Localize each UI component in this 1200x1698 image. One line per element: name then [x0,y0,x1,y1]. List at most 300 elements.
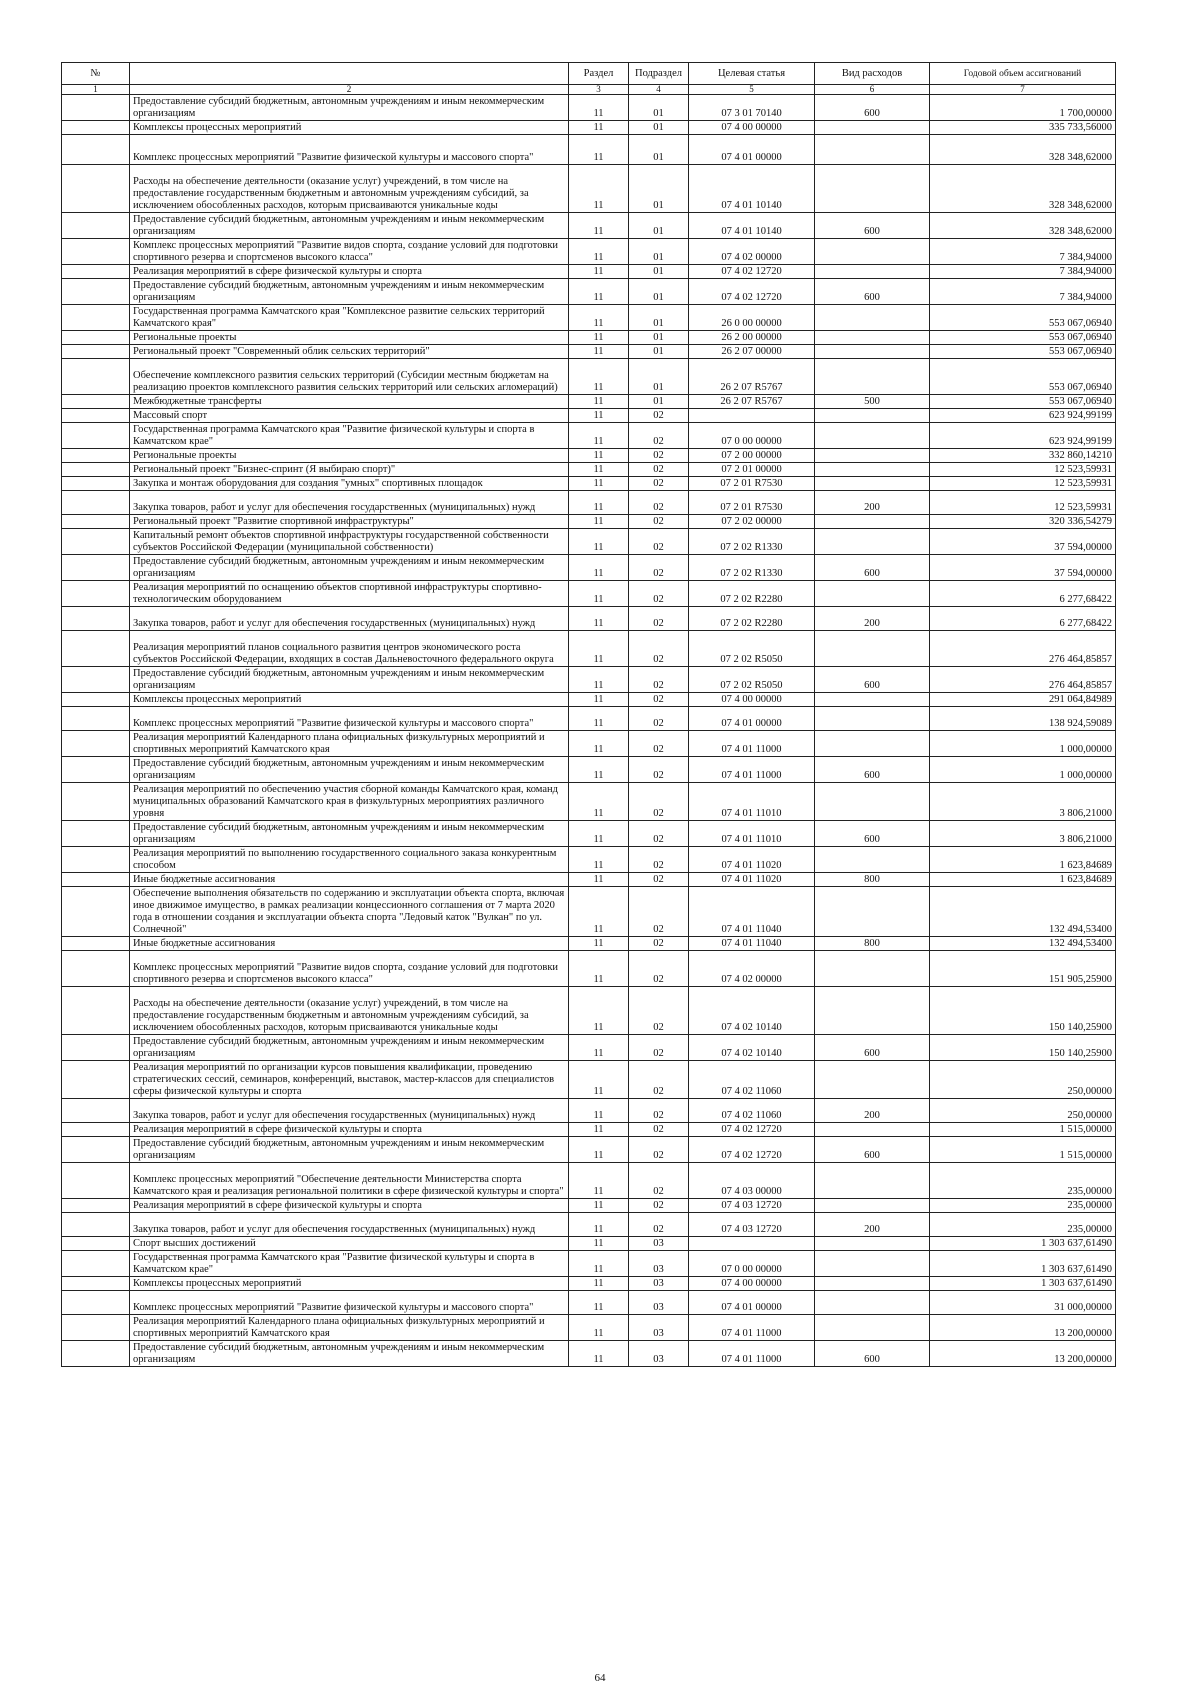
row-number-cell [62,95,130,121]
row-article-cell: 07 0 00 00000 [689,1251,815,1277]
row-section-cell: 11 [569,1291,629,1315]
row-kind-cell [815,987,930,1035]
row-subsection-cell: 03 [629,1251,689,1277]
row-subsection-cell: 02 [629,1163,689,1199]
row-kind-cell: 600 [815,279,930,305]
row-name-cell: Комплекс процессных мероприятий "Развитие физической культуры и массового спорта" [130,1291,569,1315]
row-article-cell: 07 2 01 00000 [689,463,815,477]
table-row [62,121,1116,135]
row-kind-cell [815,449,930,463]
row-kind-cell [815,345,930,359]
row-number-cell [62,607,130,631]
row-number-cell [62,847,130,873]
row-amount-cell: 553 067,06940 [930,359,1116,395]
table-row [62,1237,1116,1251]
row-amount-cell: 31 000,00000 [930,1291,1116,1315]
row-kind-cell [815,305,930,331]
row-subsection-cell: 02 [629,757,689,783]
row-number-cell [62,449,130,463]
row-article-cell: 07 4 02 10140 [689,1035,815,1061]
header-row [62,63,1116,85]
row-amount-cell: 6 277,68422 [930,581,1116,607]
header-amount: Годовой объем ассигнований [930,63,1116,85]
row-amount-cell: 13 200,00000 [930,1341,1116,1367]
table-row [62,847,1116,873]
row-number-cell [62,477,130,491]
row-subsection-cell: 01 [629,213,689,239]
row-article-cell [689,409,815,423]
row-subsection-cell: 01 [629,121,689,135]
row-article-cell: 07 4 00 00000 [689,1277,815,1291]
row-amount-cell: 623 924,99199 [930,409,1116,423]
row-kind-cell: 600 [815,1137,930,1163]
col-number: 1 [62,85,130,95]
row-kind-cell [815,1251,930,1277]
row-amount-cell: 1 303 637,61490 [930,1237,1116,1251]
row-article-cell: 07 4 01 11040 [689,887,815,937]
row-name-cell: Реализация мероприятий планов социального развития центров экономического роста субъектов Российской Федерации, входящих в состав Дальневосточного федерального округа [130,631,569,667]
row-subsection-cell: 01 [629,359,689,395]
header-section: Раздел [569,63,629,85]
table-row [62,1099,1116,1123]
row-kind-cell [815,581,930,607]
row-subsection-cell: 01 [629,279,689,305]
row-name-cell: Региональный проект "Бизнес-спринт (Я выбираю спорт)" [130,463,569,477]
row-kind-cell [815,951,930,987]
row-section-cell: 11 [569,395,629,409]
row-amount-cell: 150 140,25900 [930,1035,1116,1061]
row-number-cell [62,1237,130,1251]
row-amount-cell: 12 523,59931 [930,463,1116,477]
table-row [62,1213,1116,1237]
row-section-cell: 11 [569,667,629,693]
row-amount-cell: 132 494,53400 [930,937,1116,951]
table-row [62,667,1116,693]
row-kind-cell: 200 [815,1213,930,1237]
row-kind-cell [815,463,930,477]
table-row [62,607,1116,631]
row-kind-cell [815,515,930,529]
row-subsection-cell: 02 [629,873,689,887]
row-section-cell: 11 [569,1251,629,1277]
row-number-cell [62,1099,130,1123]
row-subsection-cell: 02 [629,1213,689,1237]
row-section-cell: 11 [569,1035,629,1061]
row-article-cell: 07 4 00 00000 [689,693,815,707]
row-name-cell: Предоставление субсидий бюджетным, автономным учреждениям и иным некоммерческим организациям [130,757,569,783]
row-section-cell: 11 [569,1277,629,1291]
table-row [62,1163,1116,1199]
row-number-cell [62,951,130,987]
row-kind-cell: 200 [815,1099,930,1123]
row-article-cell: 07 4 01 00000 [689,1291,815,1315]
table-row [62,491,1116,515]
row-amount-cell: 623 924,99199 [930,423,1116,449]
table-row [62,937,1116,951]
row-number-cell [62,135,130,165]
row-section-cell: 11 [569,423,629,449]
row-number-cell [62,821,130,847]
row-kind-cell [815,631,930,667]
row-section-cell: 11 [569,693,629,707]
row-section-cell: 11 [569,757,629,783]
table-row [62,331,1116,345]
row-article-cell: 07 4 01 11000 [689,731,815,757]
row-amount-cell: 132 494,53400 [930,887,1116,937]
row-subsection-cell: 01 [629,331,689,345]
row-amount-cell: 3 806,21000 [930,783,1116,821]
row-name-cell: Региональный проект "Современный облик сельских территорий" [130,345,569,359]
row-amount-cell: 235,00000 [930,1163,1116,1199]
table-row [62,1277,1116,1291]
row-kind-cell [815,477,930,491]
row-kind-cell [815,1291,930,1315]
table-row [62,165,1116,213]
row-number-cell [62,1277,130,1291]
row-amount-cell: 12 523,59931 [930,491,1116,515]
row-kind-cell [815,887,930,937]
row-number-cell [62,693,130,707]
row-section-cell: 11 [569,331,629,345]
row-amount-cell: 553 067,06940 [930,395,1116,409]
row-section-cell: 11 [569,265,629,279]
table-row [62,135,1116,165]
row-subsection-cell: 01 [629,135,689,165]
row-number-cell [62,239,130,265]
row-section-cell: 11 [569,239,629,265]
row-name-cell: Государственная программа Камчатского края "Комплексное развитие сельских территорий Камчатского края" [130,305,569,331]
row-name-cell: Предоставление субсидий бюджетным, автономным учреждениям и иным некоммерческим организациям [130,1137,569,1163]
row-section-cell: 11 [569,213,629,239]
page-number: 64 [594,1672,606,1684]
row-amount-cell: 1 000,00000 [930,757,1116,783]
row-name-cell: Закупка товаров, работ и услуг для обеспечения государственных (муниципальных) нужд [130,607,569,631]
table-row [62,213,1116,239]
row-article-cell: 07 4 02 12720 [689,279,815,305]
row-name-cell: Комплекс процессных мероприятий "Обеспечение деятельности Министерства спорта Камчатского края и реализация региональной политики в сфере физической культуры и спорта" [130,1163,569,1199]
row-number-cell [62,1123,130,1137]
table-row [62,707,1116,731]
row-number-cell [62,265,130,279]
budget-table [61,62,1116,1367]
row-kind-cell [815,423,930,449]
row-section-cell: 11 [569,873,629,887]
row-subsection-cell: 03 [629,1277,689,1291]
row-kind-cell [815,359,930,395]
row-section-cell: 11 [569,731,629,757]
header-subsection: Подраздел [629,63,689,85]
row-section-cell: 11 [569,1199,629,1213]
row-subsection-cell: 02 [629,937,689,951]
row-amount-cell: 335 733,56000 [930,121,1116,135]
row-amount-cell: 7 384,94000 [930,279,1116,305]
row-number-cell [62,987,130,1035]
table-row [62,423,1116,449]
row-name-cell: Государственная программа Камчатского края "Развитие физической культуры и спорта в Камчатском крае" [130,1251,569,1277]
row-article-cell: 07 4 01 00000 [689,135,815,165]
table-row [62,1199,1116,1213]
row-section-cell: 11 [569,607,629,631]
row-subsection-cell: 01 [629,239,689,265]
row-subsection-cell: 02 [629,847,689,873]
row-amount-cell: 276 464,85857 [930,667,1116,693]
row-section-cell: 11 [569,1213,629,1237]
row-name-cell: Реализация мероприятий в сфере физической культуры и спорта [130,1123,569,1137]
row-kind-cell: 800 [815,937,930,951]
row-amount-cell: 553 067,06940 [930,345,1116,359]
row-name-cell: Комплексы процессных мероприятий [130,121,569,135]
row-article-cell: 07 4 02 11060 [689,1061,815,1099]
row-kind-cell: 200 [815,491,930,515]
table-row [62,783,1116,821]
row-kind-cell: 600 [815,821,930,847]
table-row [62,1251,1116,1277]
row-section-cell: 11 [569,409,629,423]
row-name-cell: Межбюджетные трансферты [130,395,569,409]
table-row [62,1315,1116,1341]
row-article-cell: 07 3 01 70140 [689,95,815,121]
row-amount-cell: 1 303 637,61490 [930,1277,1116,1291]
row-subsection-cell: 02 [629,1099,689,1123]
row-amount-cell: 250,00000 [930,1099,1116,1123]
col-number: 2 [130,85,569,95]
row-amount-cell: 13 200,00000 [930,1315,1116,1341]
row-number-cell [62,731,130,757]
row-name-cell: Реализация мероприятий в сфере физической культуры и спорта [130,265,569,279]
row-subsection-cell: 02 [629,1137,689,1163]
table-row [62,449,1116,463]
row-article-cell: 07 4 01 11010 [689,821,815,847]
row-name-cell: Комплексы процессных мероприятий [130,1277,569,1291]
row-amount-cell: 151 905,25900 [930,951,1116,987]
row-kind-cell [815,121,930,135]
row-amount-cell: 3 806,21000 [930,821,1116,847]
table-row [62,821,1116,847]
row-amount-cell: 37 594,00000 [930,529,1116,555]
row-article-cell: 07 4 02 12720 [689,265,815,279]
row-section-cell: 11 [569,305,629,331]
table-row [62,1035,1116,1061]
row-number-cell [62,395,130,409]
row-article-cell: 07 2 01 R7530 [689,477,815,491]
row-name-cell: Комплексы процессных мероприятий [130,693,569,707]
row-kind-cell [815,331,930,345]
row-name-cell: Спорт высших достижений [130,1237,569,1251]
row-subsection-cell: 02 [629,987,689,1035]
row-subsection-cell: 02 [629,529,689,555]
row-name-cell: Закупка товаров, работ и услуг для обеспечения государственных (муниципальных) нужд [130,1099,569,1123]
row-article-cell: 07 4 01 11010 [689,783,815,821]
row-amount-cell: 332 860,14210 [930,449,1116,463]
row-subsection-cell: 03 [629,1237,689,1251]
row-subsection-cell: 02 [629,693,689,707]
row-kind-cell [815,1163,930,1199]
row-name-cell: Предоставление субсидий бюджетным, автономным учреждениям и иным некоммерческим организациям [130,95,569,121]
row-section-cell: 11 [569,951,629,987]
row-name-cell: Реализация мероприятий по оснащению объектов спортивной инфраструктуры спортивно-технологическим оборудованием [130,581,569,607]
row-article-cell: 07 4 01 11000 [689,757,815,783]
row-section-cell: 11 [569,491,629,515]
table-row [62,693,1116,707]
row-kind-cell [815,783,930,821]
table-row [62,529,1116,555]
row-name-cell: Региональный проект "Развитие спортивной инфраструктуры" [130,515,569,529]
row-amount-cell: 1 623,84689 [930,847,1116,873]
row-article-cell: 07 4 03 12720 [689,1213,815,1237]
row-section-cell: 11 [569,449,629,463]
row-number-cell [62,345,130,359]
row-article-cell: 07 4 01 11000 [689,1315,815,1341]
row-number-cell [62,581,130,607]
row-amount-cell: 291 064,84989 [930,693,1116,707]
row-section-cell: 11 [569,359,629,395]
table-row [62,951,1116,987]
header-name [130,63,569,85]
row-article-cell: 26 2 07 R5767 [689,359,815,395]
row-number-cell [62,279,130,305]
row-article-cell: 07 2 02 R5050 [689,667,815,693]
row-number-cell [62,707,130,731]
row-number-cell [62,887,130,937]
row-number-cell [62,165,130,213]
row-article-cell: 07 2 01 R7530 [689,491,815,515]
row-name-cell: Комплекс процессных мероприятий "Развитие видов спорта, создание условий для подготовки спортивного резерва и спортсменов высокого класса" [130,951,569,987]
row-number-cell [62,1199,130,1213]
table-row [62,873,1116,887]
row-article-cell: 26 2 07 R5767 [689,395,815,409]
row-amount-cell: 1 303 637,61490 [930,1251,1116,1277]
row-article-cell: 07 2 02 R5050 [689,631,815,667]
row-amount-cell: 6 277,68422 [930,607,1116,631]
row-name-cell: Расходы на обеспечение деятельности (оказание услуг) учреждений, в том числе на предоставление государственным бюджетным и автономным учреждениям субсидий, за исключением обособленных расходов, которым присваиваются уникальные коды [130,987,569,1035]
col-number: 7 [930,85,1116,95]
row-name-cell: Реализация мероприятий Календарного плана официальных физкультурных мероприятий и спортивных мероприятий Камчатского края [130,731,569,757]
row-section-cell: 11 [569,555,629,581]
row-amount-cell: 138 924,59089 [930,707,1116,731]
row-article-cell: 07 4 02 00000 [689,239,815,265]
row-subsection-cell: 02 [629,951,689,987]
header-n: № [62,63,130,85]
row-number-cell [62,1291,130,1315]
row-subsection-cell: 02 [629,731,689,757]
row-name-cell: Реализация мероприятий по обеспечению участия сборной команды Камчатского края, команд муниципальных образований Камчатского края в физкультурных мероприятиях различного уровня [130,783,569,821]
row-kind-cell [815,239,930,265]
row-name-cell: Реализация мероприятий в сфере физической культуры и спорта [130,1199,569,1213]
row-section-cell: 11 [569,821,629,847]
table-row [62,731,1116,757]
row-article-cell: 07 4 02 12720 [689,1123,815,1137]
row-name-cell: Расходы на обеспечение деятельности (оказание услуг) учреждений, в том числе на предоставление государственным бюджетным и автономным учреждениям субсидий, за исключением обособленных расходов, которым присваиваются уникальные коды [130,165,569,213]
row-article-cell: 07 4 02 12720 [689,1137,815,1163]
row-name-cell: Иные бюджетные ассигнования [130,873,569,887]
row-subsection-cell: 02 [629,1035,689,1061]
table-row [62,279,1116,305]
table-row [62,1341,1116,1367]
row-kind-cell: 600 [815,1341,930,1367]
row-subsection-cell: 01 [629,305,689,331]
row-number-cell [62,783,130,821]
row-section-cell: 11 [569,1061,629,1099]
row-article-cell: 07 4 02 11060 [689,1099,815,1123]
row-section-cell: 11 [569,1163,629,1199]
row-amount-cell: 1 000,00000 [930,731,1116,757]
row-section-cell: 11 [569,121,629,135]
row-section-cell: 11 [569,1237,629,1251]
row-subsection-cell: 02 [629,449,689,463]
row-subsection-cell: 02 [629,581,689,607]
row-kind-cell [815,265,930,279]
row-subsection-cell: 02 [629,607,689,631]
table-row [62,631,1116,667]
row-name-cell: Реализация мероприятий по организации курсов повышения квалификации, проведению стратегических сессий, семинаров, конференций, выставок, мастер-классов для специалистов сферы физической культуры и спорта [130,1061,569,1099]
row-number-cell [62,331,130,345]
row-article-cell: 07 4 03 00000 [689,1163,815,1199]
row-name-cell: Государственная программа Камчатского края "Развитие физической культуры и спорта в Камчатском крае" [130,423,569,449]
row-amount-cell: 1 515,00000 [930,1137,1116,1163]
row-subsection-cell: 02 [629,1061,689,1099]
row-number-cell [62,1341,130,1367]
row-article-cell: 07 4 03 12720 [689,1199,815,1213]
row-section-cell: 11 [569,847,629,873]
table-row [62,1137,1116,1163]
row-name-cell: Закупка товаров, работ и услуг для обеспечения государственных (муниципальных) нужд [130,1213,569,1237]
row-number-cell [62,213,130,239]
row-name-cell: Предоставление субсидий бюджетным, автономным учреждениям и иным некоммерческим организациям [130,821,569,847]
row-kind-cell [815,1315,930,1341]
row-article-cell: 07 4 01 11020 [689,873,815,887]
row-number-cell [62,631,130,667]
row-article-cell: 07 2 02 R2280 [689,607,815,631]
row-number-cell [62,1061,130,1099]
row-subsection-cell: 02 [629,667,689,693]
row-section-cell: 11 [569,345,629,359]
row-section-cell: 11 [569,707,629,731]
row-article-cell: 07 4 01 10140 [689,165,815,213]
column-number-row [62,85,1116,95]
row-amount-cell: 328 348,62000 [930,165,1116,213]
row-kind-cell: 600 [815,213,930,239]
row-subsection-cell: 02 [629,707,689,731]
row-article-cell: 07 4 01 10140 [689,213,815,239]
row-name-cell: Закупка товаров, работ и услуг для обеспечения государственных (муниципальных) нужд [130,491,569,515]
row-name-cell: Массовый спорт [130,409,569,423]
row-number-cell [62,1251,130,1277]
row-number-cell [62,305,130,331]
row-name-cell: Обеспечение комплексного развития сельских территорий (Субсидии местным бюджетам на реализацию проектов комплексного развития сельских территорий или сельских агломераций) [130,359,569,395]
col-number: 5 [689,85,815,95]
row-amount-cell: 235,00000 [930,1199,1116,1213]
table-row [62,95,1116,121]
row-article-cell: 26 0 00 00000 [689,305,815,331]
row-article-cell [689,1237,815,1251]
row-section-cell: 11 [569,135,629,165]
row-kind-cell [815,707,930,731]
row-number-cell [62,873,130,887]
row-name-cell: Обеспечение выполнения обязательств по содержанию и эксплуатации объекта спорта, включая иное движимое имущество, в рамках реализации концессионного соглашения от 7 марта 2020 года в отношении создания и эксплуатации объекта спорта "Ледовый каток "Вулкан" по ул. Солнечной" [130,887,569,937]
row-subsection-cell: 01 [629,95,689,121]
row-number-cell [62,409,130,423]
row-subsection-cell: 01 [629,395,689,409]
row-subsection-cell: 02 [629,423,689,449]
row-section-cell: 11 [569,1341,629,1367]
table-row [62,555,1116,581]
row-number-cell [62,515,130,529]
row-name-cell: Предоставление субсидий бюджетным, автономным учреждениям и иным некоммерческим организациям [130,667,569,693]
row-amount-cell: 276 464,85857 [930,631,1116,667]
table-row [62,395,1116,409]
row-amount-cell: 12 523,59931 [930,477,1116,491]
row-name-cell: Комплекс процессных мероприятий "Развитие физической культуры и массового спорта" [130,135,569,165]
